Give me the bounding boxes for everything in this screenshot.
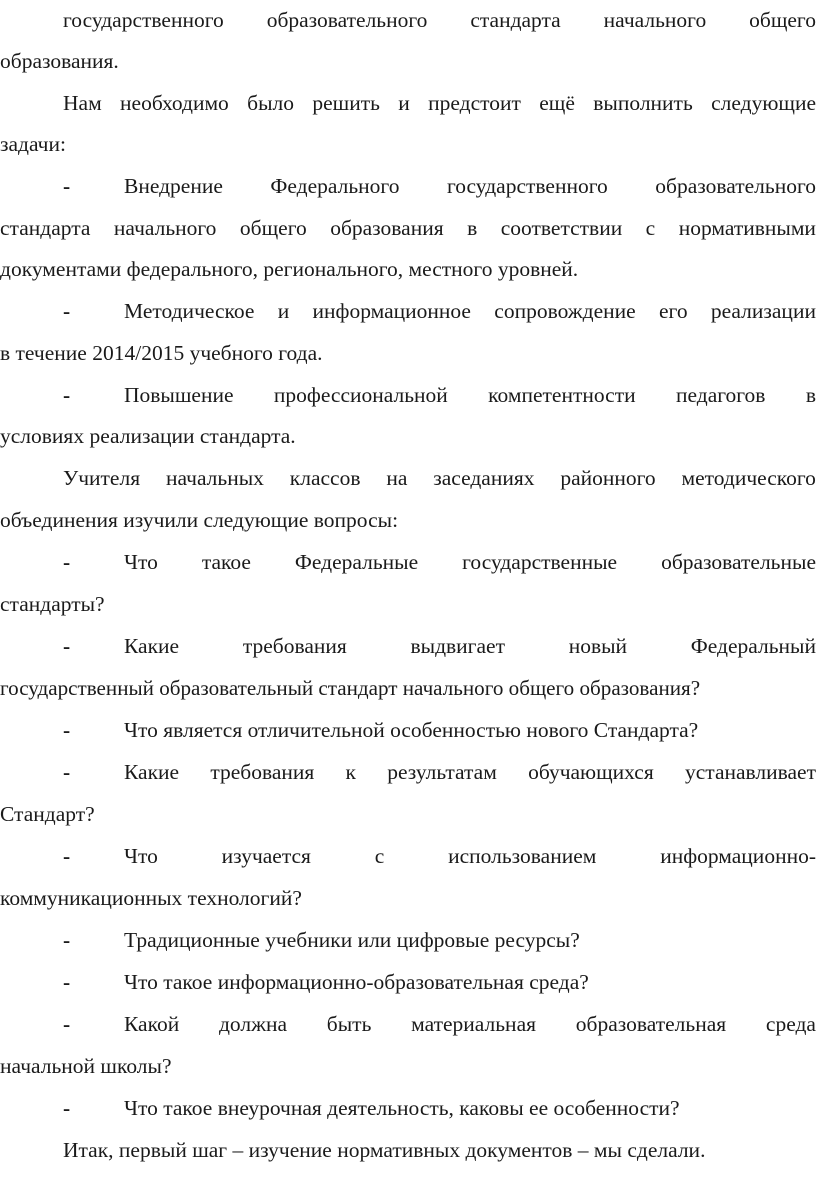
dash-marker: - bbox=[63, 1096, 71, 1120]
intro-line-1 bbox=[0, 5, 816, 35]
tasks-intro-line-2: задачи: bbox=[0, 132, 66, 156]
word: стандарта bbox=[470, 8, 561, 32]
dash-marker: - bbox=[63, 844, 71, 868]
question-line: Что такое внеурочная деятельность, каковы ее особенности? bbox=[124, 1096, 680, 1120]
word: компетентности bbox=[488, 383, 636, 407]
word: Федерального bbox=[270, 174, 400, 198]
question-line: Традиционные учебники или цифровые ресурсы? bbox=[124, 928, 580, 952]
word: решить bbox=[312, 91, 380, 115]
conclusion-line: Итак, первый шаг – изучение нормативных документов – мы сделали. bbox=[63, 1138, 706, 1162]
word: должна bbox=[218, 1012, 288, 1036]
question-line: Что такое информационно-образовательная среда? bbox=[124, 970, 589, 994]
word: и bbox=[398, 91, 410, 115]
word: Внедрение bbox=[124, 174, 223, 198]
word: сопровождение bbox=[494, 299, 636, 323]
word: классов bbox=[289, 466, 361, 490]
dash-marker: - bbox=[63, 634, 71, 658]
word: новый bbox=[568, 634, 628, 658]
task-1-line-3: документами федерального, регионального, местного уровней. bbox=[0, 257, 579, 281]
word: реализации bbox=[710, 299, 816, 323]
question-line bbox=[124, 631, 816, 661]
task-2-line-2: в течение 2014/2015 учебного года. bbox=[0, 341, 323, 365]
word: педагогов bbox=[675, 383, 766, 407]
word: образовательные bbox=[661, 550, 816, 574]
word: и bbox=[277, 299, 290, 323]
word: требования bbox=[242, 634, 347, 658]
dash-marker: - bbox=[63, 970, 71, 994]
tasks-intro-line-1 bbox=[0, 88, 816, 118]
question-item-4 bbox=[0, 757, 816, 787]
dash-marker: - bbox=[63, 760, 71, 784]
word: Какие bbox=[124, 760, 180, 784]
task-line bbox=[124, 171, 816, 201]
word: Что bbox=[124, 550, 158, 574]
word: с bbox=[645, 216, 656, 240]
word: выдвигает bbox=[410, 634, 505, 658]
teachers-line-2: объединения изучили следующие вопросы: bbox=[0, 508, 399, 532]
word: такое bbox=[201, 550, 251, 574]
word: обучающихся bbox=[528, 760, 654, 784]
question-line bbox=[124, 757, 816, 787]
dash-marker: - bbox=[63, 550, 71, 574]
task-3-line-2: условиях реализации стандарта. bbox=[0, 424, 296, 448]
question-line: Что является отличительной особенностью нового Стандарта? bbox=[124, 718, 699, 742]
word: среда bbox=[765, 1012, 816, 1036]
question-item-1 bbox=[0, 547, 816, 577]
word: Федеральные bbox=[294, 550, 419, 574]
question-item-5 bbox=[0, 841, 816, 871]
task-item-2 bbox=[0, 296, 816, 326]
word: образовательная bbox=[575, 1012, 727, 1036]
question-item-8 bbox=[0, 1009, 816, 1039]
word: стандарта bbox=[0, 216, 91, 240]
word: Какой bbox=[124, 1012, 180, 1036]
task-line bbox=[124, 380, 816, 410]
question-4-line-2: Стандарт? bbox=[0, 802, 95, 826]
question-2-line-2: государственный образовательный стандарт начального общего образования? bbox=[0, 676, 701, 700]
question-line bbox=[124, 1009, 816, 1039]
word: результатам bbox=[387, 760, 497, 784]
question-item-6 bbox=[0, 925, 816, 955]
word: общего bbox=[239, 216, 307, 240]
word: в bbox=[467, 216, 478, 240]
teachers-line-1 bbox=[0, 463, 816, 493]
dash-marker: - bbox=[63, 383, 71, 407]
word: следующие bbox=[711, 91, 816, 115]
word: начальных bbox=[165, 466, 264, 490]
word: Учителя bbox=[63, 466, 141, 490]
word: методического bbox=[681, 466, 816, 490]
word: было bbox=[247, 91, 295, 115]
word: районного bbox=[560, 466, 656, 490]
word: Федеральный bbox=[690, 634, 816, 658]
question-item-2 bbox=[0, 631, 816, 661]
word: образовательного bbox=[266, 8, 428, 32]
word: Повышение bbox=[124, 383, 234, 407]
word: его bbox=[659, 299, 688, 323]
word: государственного bbox=[446, 174, 608, 198]
word: государственные bbox=[462, 550, 618, 574]
word: образования bbox=[330, 216, 444, 240]
word: Что bbox=[124, 844, 158, 868]
question-8-line-2: начальной школы? bbox=[0, 1054, 172, 1078]
word: начального bbox=[113, 216, 217, 240]
dash-marker: - bbox=[63, 174, 71, 198]
word: нормативными bbox=[678, 216, 816, 240]
word: Какие bbox=[124, 634, 180, 658]
dash-marker: - bbox=[63, 299, 71, 323]
question-5-line-2: коммуникационных технологий? bbox=[0, 886, 302, 910]
word: в bbox=[805, 383, 816, 407]
word: Нам bbox=[63, 91, 102, 115]
dash-marker: - bbox=[63, 928, 71, 952]
question-item-9 bbox=[0, 1093, 816, 1123]
word: устанавливает bbox=[685, 760, 816, 784]
task-item-3 bbox=[0, 380, 816, 410]
word: к bbox=[345, 760, 356, 784]
task-item-1 bbox=[0, 171, 816, 201]
word: предстоит bbox=[428, 91, 521, 115]
word: использованием bbox=[448, 844, 597, 868]
word: Методическое bbox=[124, 299, 255, 323]
word: профессиональной bbox=[273, 383, 448, 407]
word: государственного bbox=[63, 8, 224, 32]
task-line bbox=[124, 296, 816, 326]
word: начального bbox=[603, 8, 707, 32]
dash-marker: - bbox=[63, 718, 71, 742]
word: общего bbox=[749, 8, 816, 32]
word: быть bbox=[326, 1012, 372, 1036]
word: материальная bbox=[411, 1012, 536, 1036]
word: образовательного bbox=[655, 174, 816, 198]
word: информационное bbox=[312, 299, 471, 323]
word: необходимо bbox=[120, 91, 229, 115]
word: требования bbox=[210, 760, 315, 784]
dash-marker: - bbox=[63, 1012, 71, 1036]
word: изучается bbox=[221, 844, 311, 868]
word: выполнить bbox=[593, 91, 693, 115]
question-1-line-2: стандарты? bbox=[0, 592, 105, 616]
question-item-7 bbox=[0, 967, 816, 997]
task-1-line-2 bbox=[0, 213, 816, 243]
word: информационно- bbox=[660, 844, 816, 868]
question-line bbox=[124, 547, 816, 577]
question-line bbox=[124, 841, 816, 871]
word: ещё bbox=[539, 91, 575, 115]
word: на bbox=[386, 466, 408, 490]
word: с bbox=[374, 844, 385, 868]
word: соответствии bbox=[500, 216, 623, 240]
question-item-3 bbox=[0, 715, 816, 745]
intro-line-2: образования. bbox=[0, 49, 119, 73]
word: заседаниях bbox=[433, 466, 535, 490]
